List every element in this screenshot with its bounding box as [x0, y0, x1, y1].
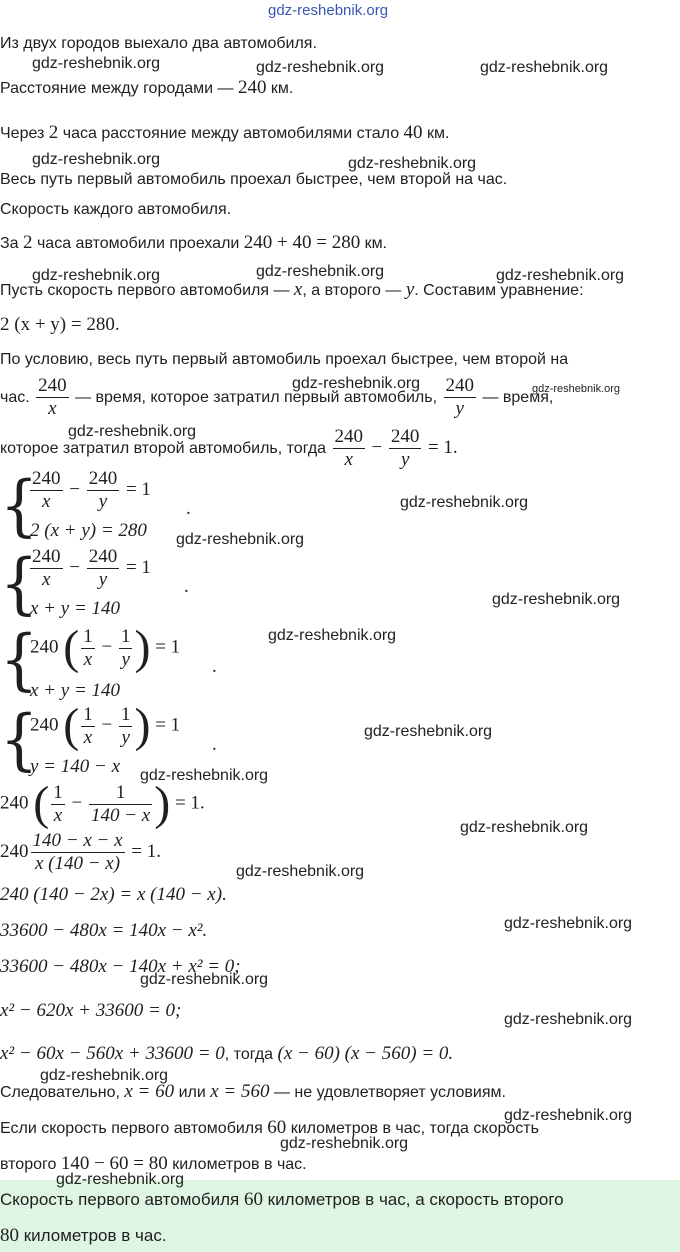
- equation-step-1: 240 (140 − 2x) = x (140 − x).: [0, 884, 227, 905]
- system-4-eq-1: 240 ( $\frac{1}{x}$ − $\frac{1}{y}$ ) = 1: [30, 699, 181, 752]
- watermark[interactable]: gdz-reshebnik.org: [364, 723, 493, 740]
- equation-sum: 2 (x + y) = 280.: [0, 314, 120, 335]
- given-line-4: Весь путь первый автомобиль проехал быстрее, чем второй на час.: [0, 171, 508, 188]
- system-3-eq-2: x + y = 140: [30, 680, 121, 701]
- equation-factored: x² − 60x − 560x + 33600 = 0, тогда (x − 60) (x − 560) = 0.: [0, 1043, 454, 1064]
- period: .: [212, 656, 217, 677]
- system-brace-1: {: [0, 467, 39, 545]
- watermark-top[interactable]: gdz-reshebnik.org: [268, 2, 389, 19]
- system-1-eq-2: 2 (x + y) = 280: [30, 520, 147, 541]
- system-brace-4: {: [0, 701, 39, 779]
- condition-line-1: По условию, весь путь первый автомобиль проехал быстрее, чем второй на: [0, 351, 569, 368]
- watermark[interactable]: gdz-reshebnik.org: [32, 55, 161, 72]
- conclusion-line-1: Следовательно, x = 60 или x = 560 — не удовлетворяет условиям.: [0, 1081, 506, 1102]
- equation-step-2: 33600 − 480x = 140x − x².: [0, 920, 208, 941]
- watermark[interactable]: gdz-reshebnik.org: [504, 915, 633, 932]
- system-3-eq-1: 240 ( $\frac{1}{x}$ − $\frac{1}{y}$ ) = 1: [30, 621, 181, 674]
- solution-line-1: За 2 часа автомобили проехали 240 + 40 = 280 км.: [0, 232, 388, 253]
- period: .: [184, 576, 189, 597]
- watermark[interactable]: gdz-reshebnik.org: [176, 531, 305, 548]
- system-2-eq-1: $\frac{240}{x}$ − $\frac{240}{y}$ = 1: [32, 546, 151, 590]
- watermark[interactable]: gdz-reshebnik.org: [532, 383, 621, 395]
- system-2-eq-2: x + y = 140: [30, 598, 121, 619]
- watermark[interactable]: gdz-reshebnik.org: [400, 494, 529, 511]
- watermark[interactable]: gdz-reshebnik.org: [32, 267, 161, 284]
- answer-line-1: Скорость первого автомобиля 60 километров в час, а скорость второго: [0, 1189, 564, 1210]
- watermark[interactable]: gdz-reshebnik.org: [480, 59, 609, 76]
- watermark[interactable]: gdz-reshebnik.org: [348, 155, 477, 172]
- given-line-1: Из двух городов выехало два автомобиля.: [0, 35, 317, 52]
- period: .: [186, 498, 191, 519]
- equation-quadratic: x² − 620x + 33600 = 0;: [0, 1000, 182, 1021]
- watermark[interactable]: gdz-reshebnik.org: [256, 263, 385, 280]
- watermark[interactable]: gdz-reshebnik.org: [56, 1171, 185, 1188]
- condition-line-2: час. $\frac{240}{x}$ — время, которое затратил первый автомобиль, $\frac{240}{y}$ — время,: [0, 375, 554, 420]
- equation-substituted: 240 ( $\frac{1}{x}$ − $\frac{1}{140 - x}$ ) = 1.: [0, 777, 205, 830]
- watermark[interactable]: gdz-reshebnik.org: [504, 1011, 633, 1028]
- system-1-eq-1: $\frac{240}{x}$ − $\frac{240}{y}$ = 1: [32, 468, 151, 512]
- watermark[interactable]: gdz-reshebnik.org: [68, 423, 197, 440]
- watermark[interactable]: gdz-reshebnik.org: [236, 863, 365, 880]
- system-brace-2: {: [0, 545, 39, 623]
- watermark[interactable]: gdz-reshebnik.org: [496, 267, 625, 284]
- equation-step-3: 33600 − 480x − 140x + x² = 0;: [0, 956, 241, 977]
- watermark[interactable]: gdz-reshebnik.org: [292, 375, 421, 392]
- watermark[interactable]: gdz-reshebnik.org: [32, 151, 161, 168]
- condition-line-3: которое затратил второй автомобиль, тогда $\frac{240}{x}$ − $\frac{240}{y}$ = 1.: [0, 426, 458, 471]
- equation-common-denominator: 240 $\frac{140 - x - x}{x (140 - x)}$ = 1.: [0, 830, 161, 874]
- watermark[interactable]: gdz-reshebnik.org: [140, 767, 269, 784]
- find-line: Скорость каждого автомобиля.: [0, 201, 232, 218]
- answer-line-2: 80 километров в час.: [0, 1225, 167, 1246]
- watermark[interactable]: gdz-reshebnik.org: [504, 1107, 633, 1124]
- given-line-2: Расстояние между городами — 240 км.: [0, 77, 294, 98]
- watermark[interactable]: gdz-reshebnik.org: [280, 1135, 409, 1152]
- watermark[interactable]: gdz-reshebnik.org: [268, 627, 397, 644]
- system-4-eq-2: y = 140 − x: [30, 756, 121, 777]
- watermark[interactable]: gdz-reshebnik.org: [460, 819, 589, 836]
- watermark[interactable]: gdz-reshebnik.org: [256, 59, 385, 76]
- watermark[interactable]: gdz-reshebnik.org: [492, 591, 621, 608]
- system-brace-3: {: [0, 621, 39, 699]
- fraction-240-y: $\frac{240}{y}$: [445, 375, 474, 420]
- period: .: [212, 734, 217, 755]
- fraction-240-x: $\frac{240}{x}$: [38, 375, 67, 420]
- given-line-3: Через 2 часа расстояние между автомобилями стало 40 км.: [0, 122, 450, 143]
- answer-box: [0, 1180, 680, 1252]
- watermark[interactable]: gdz-reshebnik.org: [140, 971, 269, 988]
- watermark[interactable]: gdz-reshebnik.org: [40, 1067, 169, 1084]
- conclusion-line-3: второго 140 − 60 = 80 километров в час.: [0, 1153, 307, 1174]
- solution-line-2: Пусть скорость первого автомобиля — x, а второго — y. Составим уравнение:: [0, 279, 584, 300]
- conclusion-line-2: Если скорость первого автомобиля 60 километров в час, тогда скорость: [0, 1117, 539, 1138]
